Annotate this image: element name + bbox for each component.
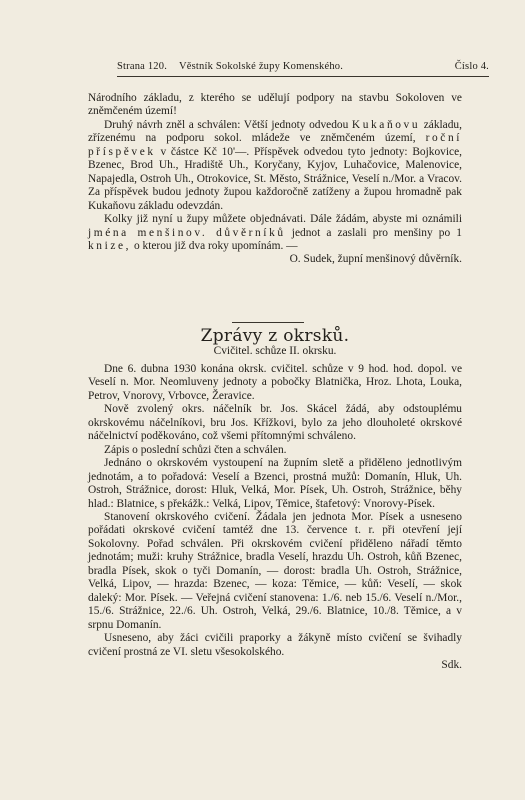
header-rule	[117, 76, 489, 77]
paragraph: Dne 6. dubna 1930 konána okrsk. cvičitel. schůze v 9 hod. hod. dopol. ve Veselí n. Mor. Neomluveny jednoty a pobočky Blatnička, Hroz. Lhota, Louka, Petrov, Vnorovy, Vrbovce, Žeravice.	[88, 363, 462, 402]
section-body	[88, 363, 462, 672]
top-article	[88, 92, 462, 267]
journal-title: Věstník Sokolské župy Komenského.	[179, 61, 344, 72]
paragraph: Usneseno, aby žáci cvičili praporky a žákyně místo cvičení se švihadly cvičení prostná ze VI. sletu všesokolského.	[88, 632, 462, 658]
running-header	[117, 61, 489, 75]
signature: Sdk.	[441, 658, 462, 671]
signature: O. Sudek, župní menšinový důvěrník.	[289, 253, 462, 266]
section-title: Zprávy z okrsků.	[200, 326, 350, 346]
paragraph: Jednáno o okrskovém vystoupení na župním sletě a přiděleno jednotlivým jednotám, a to pořadová: Veselí a Bzenci, prostná mužů: Domanín, Hluk, Uh. Ostroh, Strážnice, dorost: Hluk, Velká, Mor. Písek, Uh. Ostroh, Strážnice, běhy hlad.: Blatnice, s překážk.: Velká, Lipov, Těmice, štafetový: Vnorovy-Písek.	[88, 457, 462, 510]
paragraph: Zápis o poslední schůzi čten a schválen.	[104, 443, 287, 456]
paragraph: Druhý návrh zněl a schválen: Větší jednoty odvedou Kukaňovu základu, zřízenému na podporu sokol. mládeže ve zněmčeném území, roční příspěvek v částce Kč 10'—. Příspěvek odvedou tyto jednoty: Bojkovice, Bzenec, Brod Uh., Hradiště Uh., Koryčany, Kyjov, Luhačovice, Malenovice, Napajedla, Ostroh Uh., Otrokovice, St. Město, Strážnice, Veselí n./Mor. a Vracov. Za příspěvek budou jednoty župou každoročně zatíženy a župou hromadně pak Kukaňovu základu odevzdán.	[88, 118, 462, 212]
paragraph: Národního základu, z kterého se udělují podpory na stavbu Sokoloven ve zněmčeném území!	[88, 92, 462, 118]
section-subtitle: Cvičitel. schůze II. okrsku.	[213, 345, 337, 357]
paragraph: Kolky již nyní u župy můžete objednávati. Dále žádám, abyste mi oznámili jména menšinov. důvěrníků jednot a zaslali pro menšiny po 1 knize, o kterou již dva roky upomínám. —	[88, 213, 462, 252]
paragraph: Stanovení okrskového cvičení. Žádala jen jednota Mor. Písek a usneseno pořádati okrskové cvičení tamtéž dne 13. července t. r. při otevření její Sokolovny. Pořad schválen. Při okrskovém cvičení přiděleno nářadí těmto jednotám; muži: kruhy Strážnice, bradla Veselí, hrazdu Uh. Ostroh, kůň Bzenec, bradla Písek, skok o tyči Domanín, — dorost: bradla Uh. Ostroh, Strážnice, Velká, Lipov, — hrazda: Bzenec, — koza: Těmice, — kůň: Veselí, — skok daleký: Mor. Písek. — Veřejná cvičení stanovena: 1./6. neb 15./6. Veselí n./Mor., 15./6. Strážnice, 22./6. Uh. Ostroh, Velká, 29./6. Blatnice, 10./8. Těmice, a v srpnu Domanín.	[88, 510, 462, 631]
page-number: Strana 120.	[117, 61, 168, 72]
section-divider	[232, 322, 304, 323]
issue-number: Číslo 4.	[454, 61, 489, 72]
paragraph: Nově zvolený okrs. náčelník br. Jos. Skácel žádá, aby odstouplému okrskovému náčelníkovi, bru Jos. Křížkovi, bylo za jeho dlouholeté okrskové náčelnictví poděkováno, což všemi přítomnými schváleno.	[88, 403, 462, 443]
